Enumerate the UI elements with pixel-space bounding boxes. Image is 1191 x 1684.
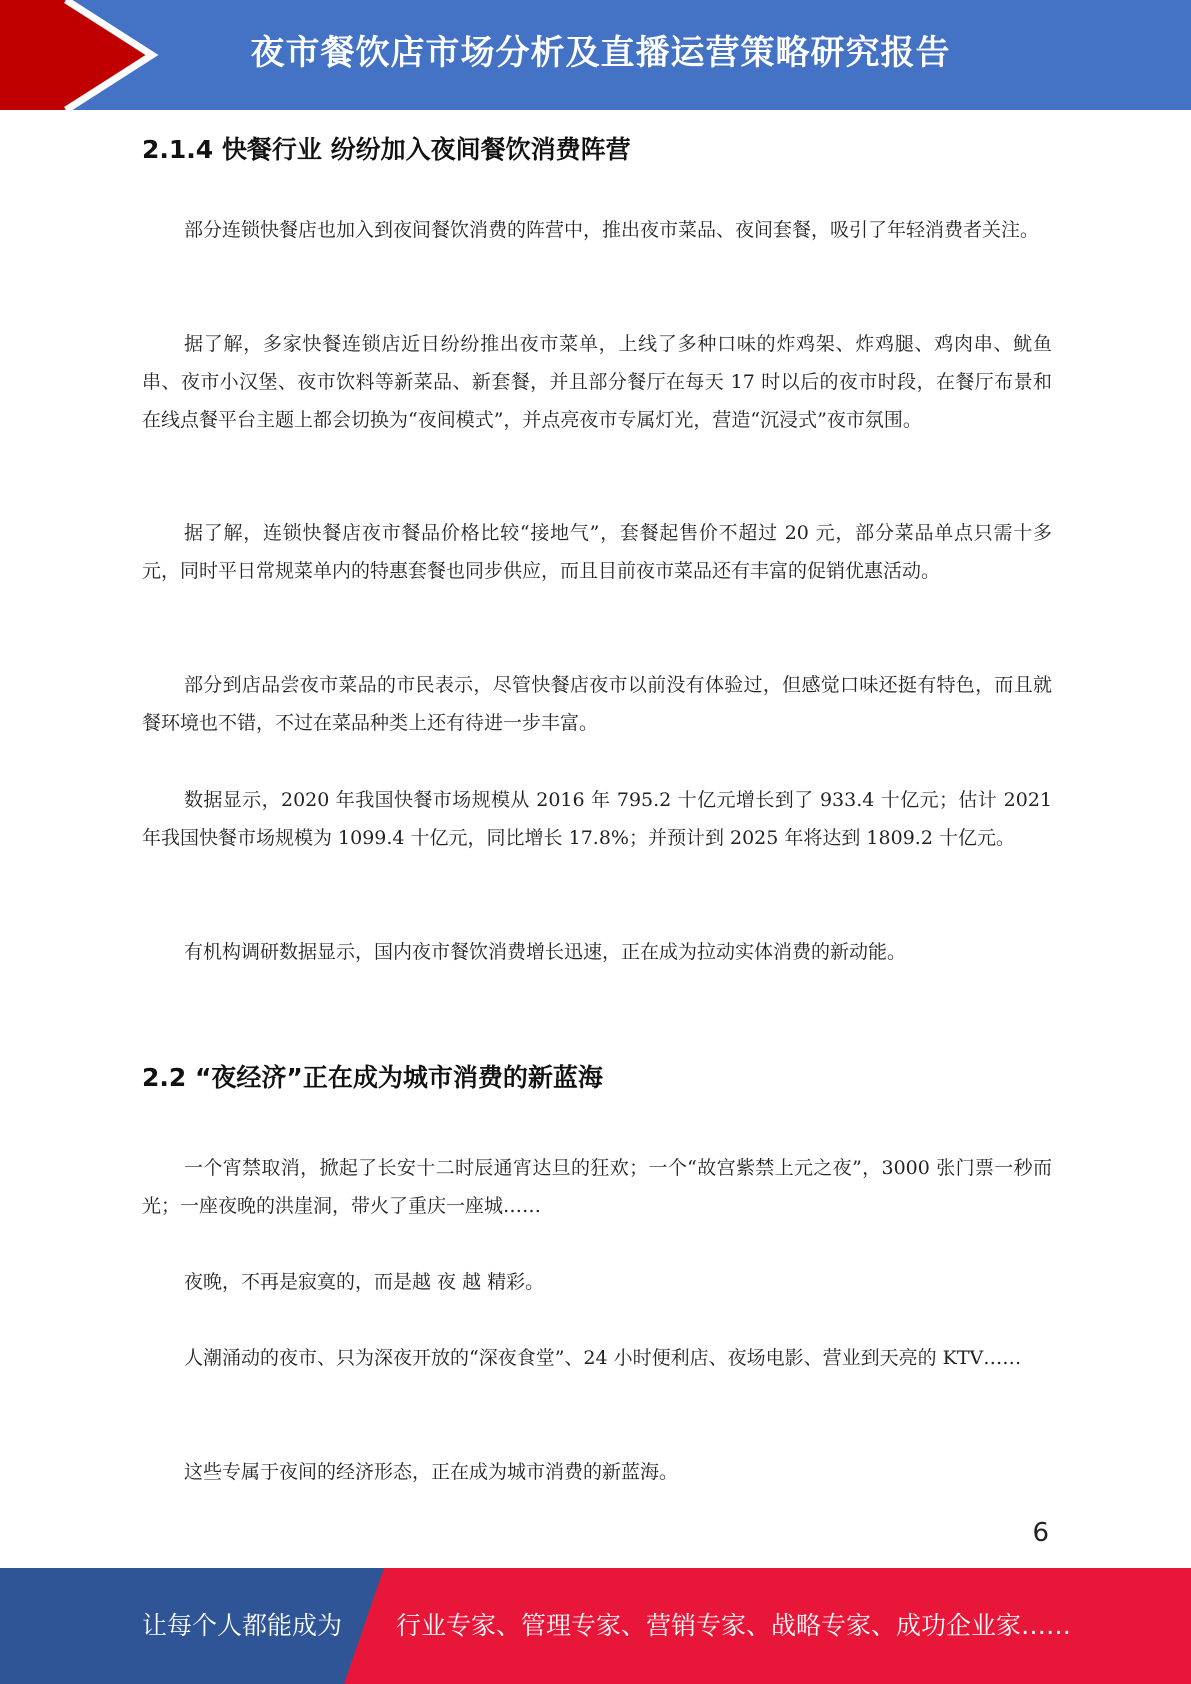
report-title: 夜市餐饮店市场分析及直播运营策略研究报告 [250, 33, 951, 73]
paragraph: 一个宵禁取消，掀起了长安十二时辰通宵达旦的狂欢；一个“故宫紫禁上元之夜”，3000 张门票一秒而光；一座夜晚的洪崖洞，带火了重庆一座城…… [142, 1157, 1052, 1217]
header-band [0, 0, 1191, 110]
paragraph: 有机构调研数据显示，国内夜市餐饮消费增长迅速，正在成为拉动实体消费的新动能。 [184, 941, 907, 963]
footer-slogan-right: 行业专家、管理专家、营销专家、战略专家、成功企业家…… [396, 1611, 1072, 1640]
paragraph: 夜晚，不再是寂寞的，而是越 夜 越 精彩。 [184, 1271, 545, 1293]
paragraph: 据了解，连锁快餐店夜市餐品价格比较“接地气”，套餐起售价不超过 20 元，部分菜品单点只需十多元，同时平日常规菜单内的特惠套餐也同步供应，而且目前夜市菜品还有丰富的促销优惠活动。 [142, 522, 1052, 582]
paragraph: 人潮涌动的夜市、只为深夜开放的“深夜食堂”、24 小时便利店、夜场电影、营业到天亮的 KTV…… [184, 1347, 1022, 1369]
paragraph: 部分到店品尝夜市菜品的市民表示，尽管快餐店夜市以前没有体验过，但感觉口味还挺有特色，而且就餐环境也不错，不过在菜品种类上还有待进一步丰富。 [142, 674, 1052, 734]
section-heading-2-1-4: 2.1.4 快餐行业 纷纷加入夜间餐饮消费阵营 [142, 135, 631, 164]
paragraph: 据了解，多家快餐连锁店近日纷纷推出夜市菜单，上线了多种口味的炸鸡架、炸鸡腿、鸡肉串、鱿鱼串、夜市小汉堡、夜市饮料等新菜品、新套餐，并且部分餐厅在每天 17 时以后的夜市时段，在餐厅布景和在线点餐平台主题上都会切换为“夜间模式”，并点亮夜市专属灯光，营造“沉浸式”夜市氛围。 [142, 333, 1052, 431]
page-number: 6 [1032, 1518, 1049, 1548]
section-heading-2-2: 2.2 “夜经济”正在成为城市消费的新蓝海 [142, 1063, 603, 1092]
footer-slogan-left: 让每个人都能成为 [142, 1611, 343, 1640]
footer-band [0, 1568, 1191, 1684]
paragraph: 部分连锁快餐店也加入到夜间餐饮消费的阵营中，推出夜市菜品、夜间套餐，吸引了年轻消费者关注。 [184, 219, 1040, 241]
paragraph: 数据显示，2020 年我国快餐市场规模从 2016 年 795.2 十亿元增长到了 933.4 十亿元；估计 2021 年我国快餐市场规模为 1099.4 十亿元，同比增长 17.8%；并预计到 2025 年将达到 1809.2 十亿元。 [142, 789, 1052, 849]
paragraph: 这些专属于夜间的经济形态，正在成为城市消费的新蓝海。 [184, 1461, 679, 1483]
